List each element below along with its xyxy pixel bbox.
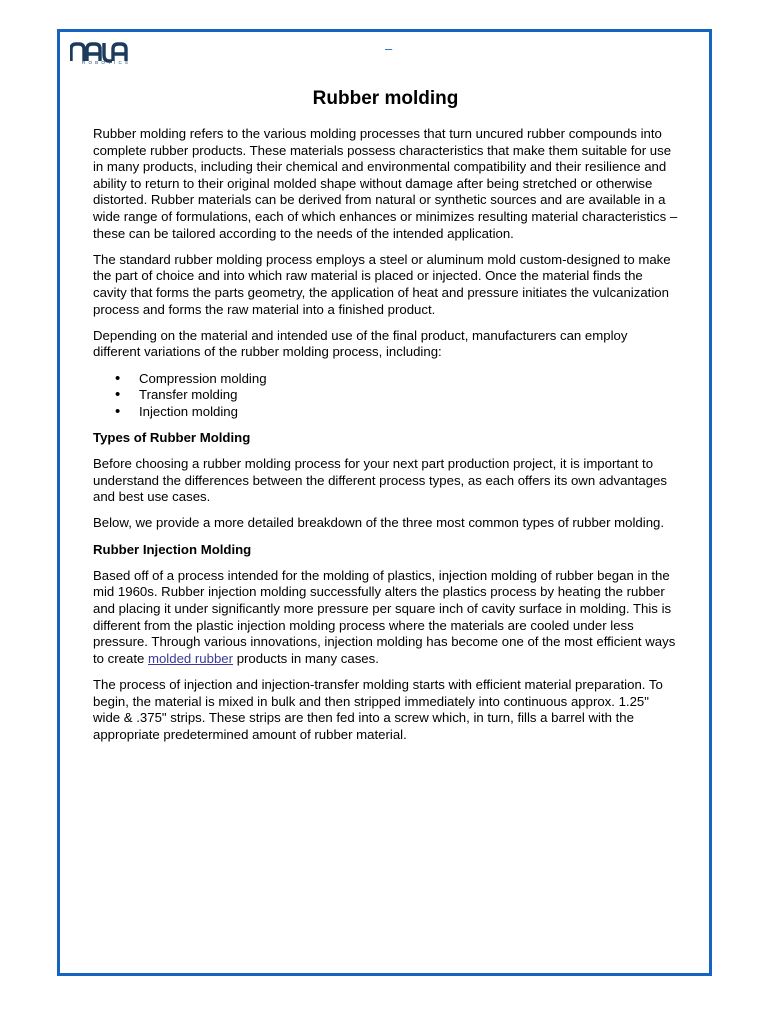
heading-types: Types of Rubber Molding xyxy=(93,429,251,445)
paragraph-standard-process: The standard rubber molding process employs a steel or aluminum mold custom-designed to make the part of choice and into which raw material is placed or injected. Once the material finds the cavity that forms the parts geometry, the application of heat and pressure initiates the vulcanization process and forms the raw material into a finished product. xyxy=(93,251,671,317)
paragraph-intro: Rubber molding refers to the various molding processes that turn uncured rubber compounds into complete rubber products. These materials possess characteristics that make them suitable for use in many products, including their chemical and environmental compatibility and their resilience and ability to return to their original molded shape without damage after being stretched or otherwise distorted. Rubber materials can be derived from natural or synthetic sources and are available in a wide range of formulations, each of which enhances or minimizes resulting material characteristics – these can be tailored according to the needs of the intended application. xyxy=(93,126,678,241)
paragraph-injection-text-start: Based off of a process intended for the molding of plastics, injection molding of rubber began in the mid 1960s. Rubber injection molding successfully alters the plastics process by heating the rubber and placing it under significantly more pressure per square inch of cavity surface in molding. This is different from the plastic injection molding process where the materials are cooled under less pressure. Through various innovations, injection molding has become one of the most efficient ways to create xyxy=(93,567,676,666)
list-item: • Compression molding xyxy=(93,371,678,388)
logo-subtext: ROBOTICS xyxy=(82,60,132,65)
document-body xyxy=(93,86,678,753)
list-item: • Injection molding xyxy=(93,404,678,421)
paragraph-injection-process: The process of injection and injection-transfer molding starts with efficient material preparation. To begin, the material is mixed in bulk and then stripped immediately into continuous approx. 1.25" wide & .375" strips. These strips are then fed into a screw which, in turn, fills a barrel with the appropriate predetermined amount of rubber material. xyxy=(93,676,663,742)
paragraph-choosing: Before choosing a rubber molding process for your next part production project, it is important to understand the differences between the different process types, as each offers its own advantages and best use cases. xyxy=(93,456,668,505)
document-title: Rubber molding xyxy=(312,88,459,109)
paragraph-injection-text-end: products in many cases. xyxy=(233,650,379,666)
paragraph-injection-history xyxy=(93,568,678,668)
nala-logo xyxy=(70,41,130,71)
header-dash: – xyxy=(385,41,393,56)
molding-methods-list xyxy=(93,371,678,421)
list-item: • Transfer molding xyxy=(93,387,678,404)
paragraph-breakdown: Below, we provide a more detailed breakdown of the three most common types of rubber molding. xyxy=(93,515,665,531)
heading-injection: Rubber Injection Molding xyxy=(93,541,252,557)
molded-rubber-link[interactable]: molded rubber xyxy=(147,650,234,666)
paragraph-variations: Depending on the material and intended use of the final product, manufacturers can employ different variations of the rubber molding process, including: xyxy=(93,327,628,360)
